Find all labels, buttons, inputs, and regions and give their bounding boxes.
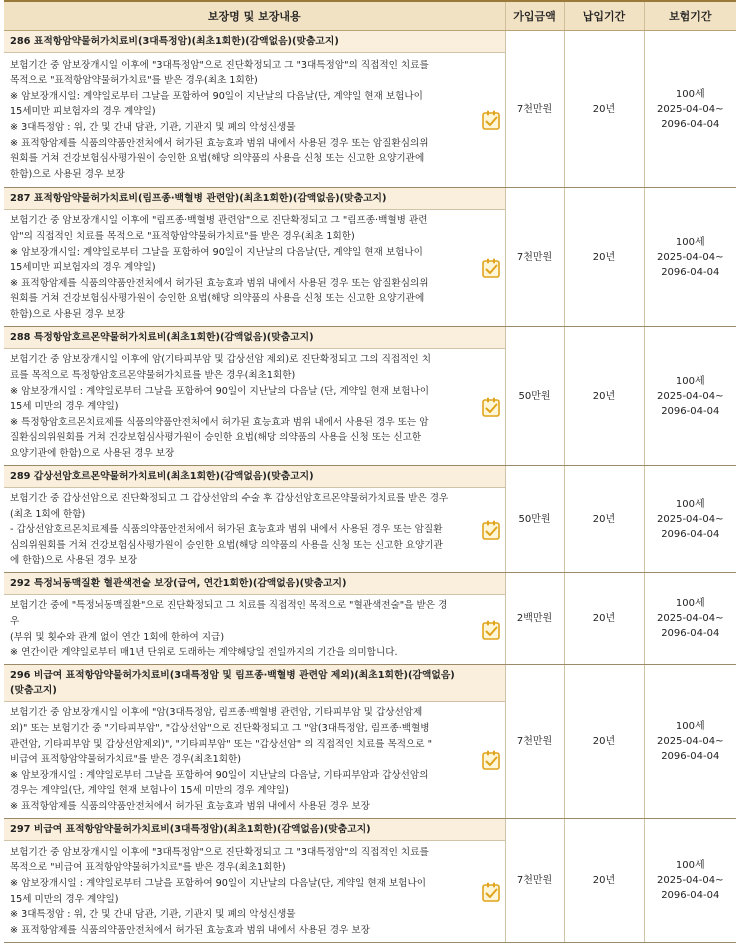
description-line: 15세미만 피보험자의 경우 계약일) [10, 106, 156, 118]
header-amount: 가입금액 [505, 1, 564, 31]
amount-cell: 7천만원 [505, 819, 564, 943]
insurance-period-line: 2025-04-04~ [657, 513, 724, 525]
description-line: 원회를 거쳐 건강보험심사평가원이 승인한 요법(해당 의약품의 사용을 신청 또는 신고한 요양기관에 [10, 153, 425, 165]
coverage-title-text: 289 갑상선암호르몬약물허가치료비(최초1회한)(감액없음)(맞춤고지) [10, 471, 314, 482]
coverage-title-text: 286 표적항암약물허가치료비(3대특정암)(최초1회한)(감액없음)(맞춤고지) [10, 36, 339, 47]
coverage-title [4, 188, 505, 210]
coverage-title-text: 296 비급여 표적항암약물허가치료비(3대특정암 및 림프종·백혈병 관련암 제외)(최초1회한)(감액없음) [10, 670, 455, 681]
description-line: ※ 표적항암제를 식품의약품안전처에서 허가된 효능효과 범위 내에서 사용된 경우 또는 암질환심의위 [10, 137, 429, 149]
coverage-title [4, 327, 505, 349]
amount-cell: 7천만원 [505, 188, 564, 327]
insurance-period-cell [644, 466, 736, 573]
description-line: 요양기관에 한함)으로 사용된 경우 보장 [10, 447, 175, 459]
description-line: - 갑상선암호르몬치료제를 식품의약품안전처에서 허가된 효능효과 범위 내에서 사용된 경우 또는 암질환 [10, 524, 443, 536]
insurance-period-line: 2096-04-04 [661, 118, 720, 130]
coverage-title-row [4, 188, 736, 210]
description-line: 보험기간 중 갑상선암으로 진단확정되고 그 갑상선암의 수술 후 갑상선암호르몬약물허가치료를 받은 경우 [10, 493, 449, 505]
insurance-period-line: 2025-04-04~ [657, 390, 724, 402]
coverage-description [4, 349, 505, 466]
coverage-title-text: 297 비급여 표적항암약물허가치료비(3대특정암)(최초1회한)(감액없음)(맞춤고지) [10, 824, 371, 835]
coverage-title [4, 466, 505, 488]
coverage-title-text: 292 특정뇌동맥질환 혈관색전술 보장(급여, 연간1회한)(감액없음)(맞춤고지) [10, 578, 347, 589]
insurance-period-line: 2096-04-04 [661, 628, 720, 639]
coverage-description [4, 702, 505, 819]
description-line: ※ 연간이란 계약일로부터 매1년 단위로 도래하는 계약해당일 전일까지의 기간을 의미합니다. [10, 647, 398, 659]
insurance-period-line: 2096-04-04 [661, 528, 720, 540]
payment-period-cell: 20년 [564, 31, 644, 188]
insurance-period-cell [644, 188, 736, 327]
checklist-icon [481, 396, 501, 418]
table-body [4, 31, 736, 943]
description-line: ※ 암보장개시일 : 계약일로부터 그날을 포함하여 90일이 지난날의 다음날(단, 계약일 현재 보험나이 [10, 877, 426, 889]
checklist-icon [481, 519, 501, 541]
description-line: ※ 암보장개시일 : 계약일로부터 그날을 포함하여 90일이 지난날의 다음날, 기타피부암과 갑상선암의 [10, 769, 429, 781]
coverage-title-text-cont: (맞춤고지) [10, 685, 57, 696]
amount-cell: 7천만원 [505, 31, 564, 188]
coverage-description [4, 841, 505, 943]
coverage-title-row [4, 466, 736, 488]
description-line: 보험기간 중 암보장개시일 이후에 "3대특정암"으로 진단확정되고 그 "3대특정암"의 직접적인 치료를 [10, 846, 429, 858]
coverage-title-text: 287 표적항암약물허가치료비(림프종·백혈병 관련암)(최초1회한)(감액없음)(맞춤고지) [10, 193, 387, 204]
coverage-title-text: 288 특정항암호르몬약물허가치료비(최초1회한)(감액없음)(맞춤고지) [10, 332, 314, 343]
coverage-title [4, 573, 505, 595]
description-line: 15세미만 피보험자의 경우 계약일) [10, 262, 156, 274]
description-line: 보험기간 중 암보장개시일 이후에 "림프종·백혈병 관련암"으로 진단확정되고 그 "림프종·백혈병 관련 [10, 215, 428, 227]
coverage-title [4, 665, 505, 702]
coverage-description [4, 53, 505, 188]
description-line: 15세 미만의 경우 계약일) [10, 893, 119, 905]
insurance-period-line: 100세 [675, 375, 705, 387]
payment-period-cell: 20년 [564, 188, 644, 327]
insurance-period-line: 2096-04-04 [661, 266, 720, 278]
description-line: 심의위원회를 거쳐 건강보험심사평가원이 승인한 요법(해당 의약품의 사용을 신청 또는 신고한 요양기관 [10, 539, 443, 551]
description-line: 료를 목적으로 특정항암호르몬약물허가치료를 받은 경우(최초1회한) [10, 370, 296, 382]
insurance-period-line: 2025-04-04~ [657, 613, 724, 624]
description-line: 15세 미만의 경우 계약일) [10, 401, 119, 413]
coverage-title-row [4, 665, 736, 702]
description-line: 암"의 직접적인 치료를 목적으로 "표적항암약물허가치료"를 받은 경우(최초 1회한) [10, 231, 355, 243]
description-line: ※ 암보장개시일 : 계약일로부터 그날을 포함하여 90일이 지난날의 다음날 (단, 계약일 현재 보험나이 [10, 385, 430, 397]
insurance-period-cell [644, 665, 736, 819]
insurance-period-cell [644, 573, 736, 665]
description-line: ※ 특정항암호르몬치료제를 식품의약품안전처에서 허가된 효능효과 범위 내에서 사용된 경우 또는 암 [10, 416, 429, 428]
description-line: ※ 3대특정암 : 위, 간 및 간내 담관, 기관, 기관지 및 폐의 악성신생물 [10, 122, 296, 133]
insurance-period-line: 100세 [675, 860, 705, 871]
description-line: 질환심의위원회를 거쳐 건강보험심사평가원이 승인한 요법(해당 의약품의 사용을 신청 또는 신고한 [10, 432, 422, 444]
description-line: ※ 3대특정암 : 위, 간 및 간내 담관, 기관, 기관지 및 폐의 악성신생물 [10, 909, 296, 921]
checklist-icon [481, 881, 501, 903]
checklist-icon [481, 749, 501, 771]
coverage-title [4, 31, 505, 53]
description-line: 목적으로 "표적항암약물허가치료"를 받은 경우(최초 1회한) [10, 75, 258, 87]
insurance-period-line: 2096-04-04 [661, 405, 720, 417]
insurance-period-line: 2025-04-04~ [657, 875, 724, 886]
coverage-description [4, 210, 505, 327]
coverage-title-row [4, 573, 736, 595]
insurance-period-line: 100세 [675, 498, 705, 510]
insurance-period-line: 2025-04-04~ [657, 103, 724, 115]
description-line: ※ 표적항암제를 식품의약품안전처에서 허가된 효능효과 범위 내에서 사용된 경우 보장 [10, 800, 370, 812]
insurance-period-line: 2096-04-04 [661, 751, 720, 762]
description-line: 원회를 거쳐 건강보험심사평가원이 승인한 요법(해당 의약품의 사용을 신청 또는 신고한 요양기관에 [10, 293, 425, 305]
description-line: ※ 암보장개시일: 계약일로부터 그날을 포함하여 90일이 지난날의 다음날(단, 계약일 현재 보험나이 [10, 90, 423, 102]
checklist-icon [481, 257, 501, 279]
amount-cell: 50만원 [505, 327, 564, 466]
amount-cell: 7천만원 [505, 665, 564, 819]
insurance-period-line: 2025-04-04~ [657, 736, 724, 747]
description-line: ※ 표적항암제를 식품의약품안전처에서 허가된 효능효과 범위 내에서 사용된 경우 또는 암질환심의위 [10, 277, 429, 289]
coverage-title-row [4, 327, 736, 349]
insurance-period-line: 100세 [675, 598, 705, 609]
description-line: ※ 표적항암제를 식품의약품안전처에서 허가된 효능효과 범위 내에서 사용된 경우 보장 [10, 924, 370, 936]
checklist-icon [481, 619, 501, 641]
insurance-period-line: 100세 [675, 88, 705, 100]
insurance-period-line: 2025-04-04~ [657, 251, 724, 263]
payment-period-cell: 20년 [564, 819, 644, 943]
description-line: ※ 암보장개시일: 계약일로부터 그날을 포함하여 90일이 지난날의 다음날(단, 계약일 현재 보험나이 [10, 246, 423, 258]
coverage-title [4, 819, 505, 841]
header-insurance-period: 보험기간 [644, 1, 736, 31]
payment-period-cell: 20년 [564, 327, 644, 466]
insurance-period-cell [644, 31, 736, 188]
description-line: 한함)으로 사용된 경우 보장 [10, 308, 125, 320]
payment-period-cell: 20년 [564, 466, 644, 573]
description-line: 경우는 계약일(단, 계약일 현재 보험나이 15세 미만의 경우 계약일) [10, 785, 289, 797]
description-line: 에 한함)으로 사용된 경우 보장 [10, 555, 138, 567]
amount-cell: 2백만원 [505, 573, 564, 665]
description-line: (최초 1회에 한함) [10, 508, 86, 520]
checklist-icon [481, 109, 501, 131]
insurance-period-cell [644, 327, 736, 466]
table-header-row [4, 1, 736, 31]
header-payment-period: 납입기간 [564, 1, 644, 31]
description-line: 외)" 또는 보험기간 중 "기타피부암", "갑상선암"으로 진단확정되고 그 "암(3대특정암, 림프종·백혈병 [10, 723, 430, 735]
description-line: 한함)으로 사용된 경우 보장 [10, 168, 125, 180]
coverage-table [4, 0, 736, 943]
description-line: 보험기간 중에 "특정뇌동맥질환"으로 진단확정되고 그 치료를 직접적인 목적으로 "혈관색전술"을 받은 경 [10, 600, 448, 612]
description-line: 보험기간 중 암보장개시일 이후에 "3대특정암"으로 진단확정되고 그 "3대특정암"의 직접적인 치료를 [10, 59, 429, 71]
description-line: 관련암, 기타피부암 및 갑상선암제외)", "기타피부암" 또는 "갑상선암" 의 직접적인 치료를 목적으로 " [10, 738, 433, 750]
description-line: (부위 및 횟수와 관계 없이 연간 1회에 한하여 지급) [10, 631, 225, 643]
description-line: 비급여 표적항암약물허가치료"를 받은 경우(최초1회한) [10, 754, 242, 766]
description-line: 우 [10, 615, 20, 627]
coverage-description [4, 488, 505, 573]
coverage-title-row [4, 31, 736, 53]
header-coverage: 보장명 및 보장내용 [4, 1, 505, 31]
payment-period-cell: 20년 [564, 573, 644, 665]
coverage-title-row [4, 819, 736, 841]
insurance-period-cell [644, 819, 736, 943]
amount-cell: 50만원 [505, 466, 564, 573]
description-line: 보험기간 중 암보장개시일 이후에 암(기타피부암 및 갑상선암 제외)로 진단확정되고 그의 직접적인 치 [10, 354, 431, 366]
description-line: 보험기간 중 암보장개시일 이후에 "암(3대특정암, 림프종·백혈병 관련암, 기타피부암 및 갑상선암제 [10, 707, 423, 719]
description-line: 목적으로 "비급여 표적항암약물허가치료"를 받은 경우(최초1회한) [10, 862, 286, 874]
coverage-description [4, 595, 505, 665]
insurance-period-line: 100세 [675, 236, 705, 248]
insurance-period-line: 2096-04-04 [661, 890, 720, 901]
insurance-period-line: 100세 [675, 721, 705, 732]
payment-period-cell: 20년 [564, 665, 644, 819]
